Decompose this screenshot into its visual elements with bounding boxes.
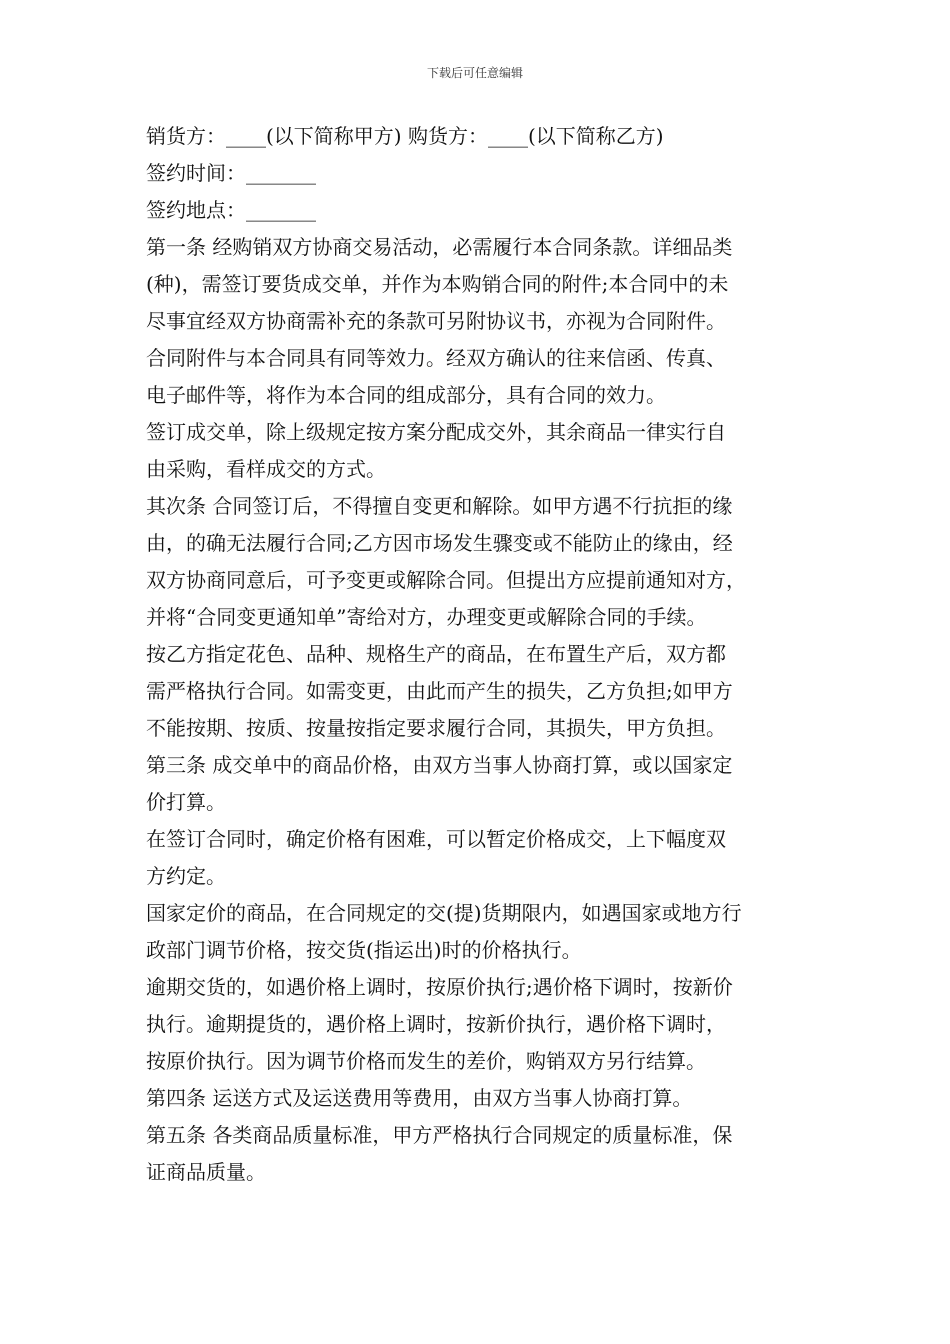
text-line: 方约定。	[146, 864, 226, 888]
text-line: 签约时间：_______	[146, 161, 316, 185]
text-line: 第三条 成交单中的商品价格，由双方当事人协商打算，或以国家定	[146, 753, 733, 777]
text-line: 尽事宜经双方协商需补充的条款可另附协议书，亦视为合同附件。	[146, 309, 726, 333]
text-line: 由，的确无法履行合同;乙方因市场发生骤变或不能防止的缘由，经	[146, 531, 733, 555]
text-line: 在签订合同时，确定价格有困难，可以暂定价格成交，上下幅度双	[146, 827, 726, 851]
text-line: 逾期交货的，如遇价格上调时，按原价执行;遇价格下调时，按新价	[146, 975, 733, 999]
text-line: 第一条 经购销双方协商交易活动，必需履行本合同条款。详细品类	[146, 235, 733, 259]
text-line: 签约地点：_______	[146, 198, 316, 222]
text-line: 按乙方指定花色、品种、规格生产的商品，在布置生产后，双方都	[146, 642, 726, 666]
text-line: 价打算。	[146, 790, 226, 814]
document-body	[146, 118, 826, 1191]
text-line: 合同附件与本合同具有同等效力。经双方确认的往来信函、传真、	[146, 346, 726, 370]
text-line: (种)，需签订要货成交单，并作为本购销合同的附件;本合同中的未	[146, 272, 729, 296]
text-line: 签订成交单，除上级规定按方案分配成交外，其余商品一律实行自	[146, 420, 726, 444]
text-line: 政部门调节价格，按交货(指运出)时的价格执行。	[146, 938, 582, 962]
text-line: 其次条 合同签订后，不得擅自变更和解除。如甲方遇不行抗拒的缘	[146, 494, 733, 518]
text-line: 并将“合同变更通知单”寄给对方，办理变更或解除合同的手续。	[146, 605, 707, 629]
text-line: 第五条 各类商品质量标准，甲方严格执行合同规定的质量标准，保	[146, 1123, 733, 1147]
text-line: 由采购，看样成交的方式。	[146, 457, 386, 481]
page-header: 下载后可任意编辑	[426, 66, 523, 80]
text-line: 电子邮件等，将作为本合同的组成部分，具有合同的效力。	[146, 383, 666, 407]
text-line: 需严格执行合同。如需变更，由此而产生的损失，乙方负担;如甲方	[146, 679, 733, 703]
text-line: 证商品质量。	[146, 1160, 266, 1184]
text-line: 第四条 运送方式及运送费用等费用，由双方当事人协商打算。	[146, 1086, 693, 1110]
text-line: 执行。逾期提货的，遇价格上调时，按新价执行，遇价格下调时，	[146, 1012, 726, 1036]
text-line: 按原价执行。因为调节价格而发生的差价，购销双方另行结算。	[146, 1049, 706, 1073]
text-line: 国家定价的商品，在合同规定的交(提)货期限内，如遇国家或地方行	[146, 901, 742, 925]
text-line: 不能按期、按质、按量按指定要求履行合同，其损失，甲方负担。	[146, 716, 726, 740]
text-line: 销货方：____(以下简称甲方) 购货方：____(以下简称乙方)	[146, 124, 664, 148]
text-line: 双方协商同意后，可予变更或解除合同。但提出方应提前通知对方，	[146, 568, 746, 592]
